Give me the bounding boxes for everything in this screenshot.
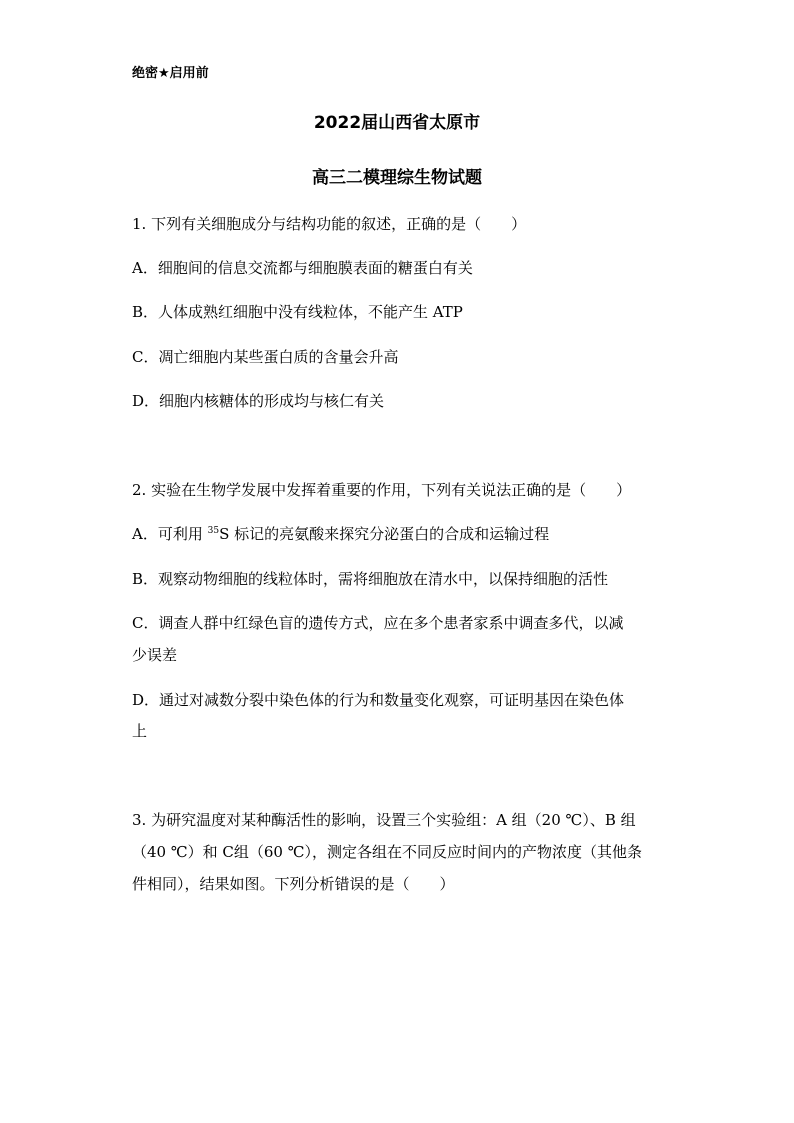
question-2-option-d-line2: 上 (132, 722, 148, 740)
question-2-option-a-suffix: S 标记的亮氨酸来探究分泌蛋白的合成和运输过程 (219, 525, 550, 543)
isotope-superscript: 35 (207, 526, 220, 536)
question-3-stem-line3: 件相同），结果如图。下列分析错误的是（ ） (132, 875, 455, 893)
question-3-stem-line1: 3. 为研究温度对某种酶活性的影响，设置三个实验组：A 组（20 ℃）、B 组 (132, 811, 636, 829)
question-1-stem: 1. 下列有关细胞成分与结构功能的叙述，正确的是（ ） (132, 215, 527, 233)
secret-label: 绝密★启用前 (132, 66, 209, 81)
question-3-stem-line2: （40 ℃）和 C组（60 ℃），测定各组在不同反应时间内的产物浓度（其他条 (132, 843, 643, 861)
question-1-option-c: C．凋亡细胞内某些蛋白质的含量会升高 (132, 348, 399, 366)
question-1-option-d: D．细胞内核糖体的形成均与核仁有关 (132, 392, 385, 410)
exam-title-line1: 2022届山西省太原市 (313, 113, 481, 133)
question-2-stem: 2. 实验在生物学发展中发挥着重要的作用，下列有关说法正确的是（ ） (132, 481, 632, 499)
question-2-option-d-line1: D．通过对减数分裂中染色体的行为和数量变化观察，可证明基因在染色体 (132, 691, 625, 709)
question-2-option-c-line1: C．调查人群中红绿色盲的遗传方式，应在多个患者家系中调查多代，以减 (132, 614, 624, 632)
question-1-option-b: B．人体成熟红细胞中没有线粒体，不能产生 ATP (132, 303, 463, 321)
question-2-option-b: B．观察动物细胞的线粒体时，需将细胞放在清水中，以保持细胞的活性 (132, 570, 609, 588)
question-2-option-a (132, 519, 672, 549)
question-2-option-a-prefix: A．可利用 (132, 525, 208, 543)
exam-title-line2: 高三二模理综生物试题 (312, 168, 482, 188)
question-2-option-c-line2: 少误差 (132, 646, 178, 664)
question-1-option-a: A．细胞间的信息交流都与细胞膜表面的糖蛋白有关 (132, 259, 473, 277)
